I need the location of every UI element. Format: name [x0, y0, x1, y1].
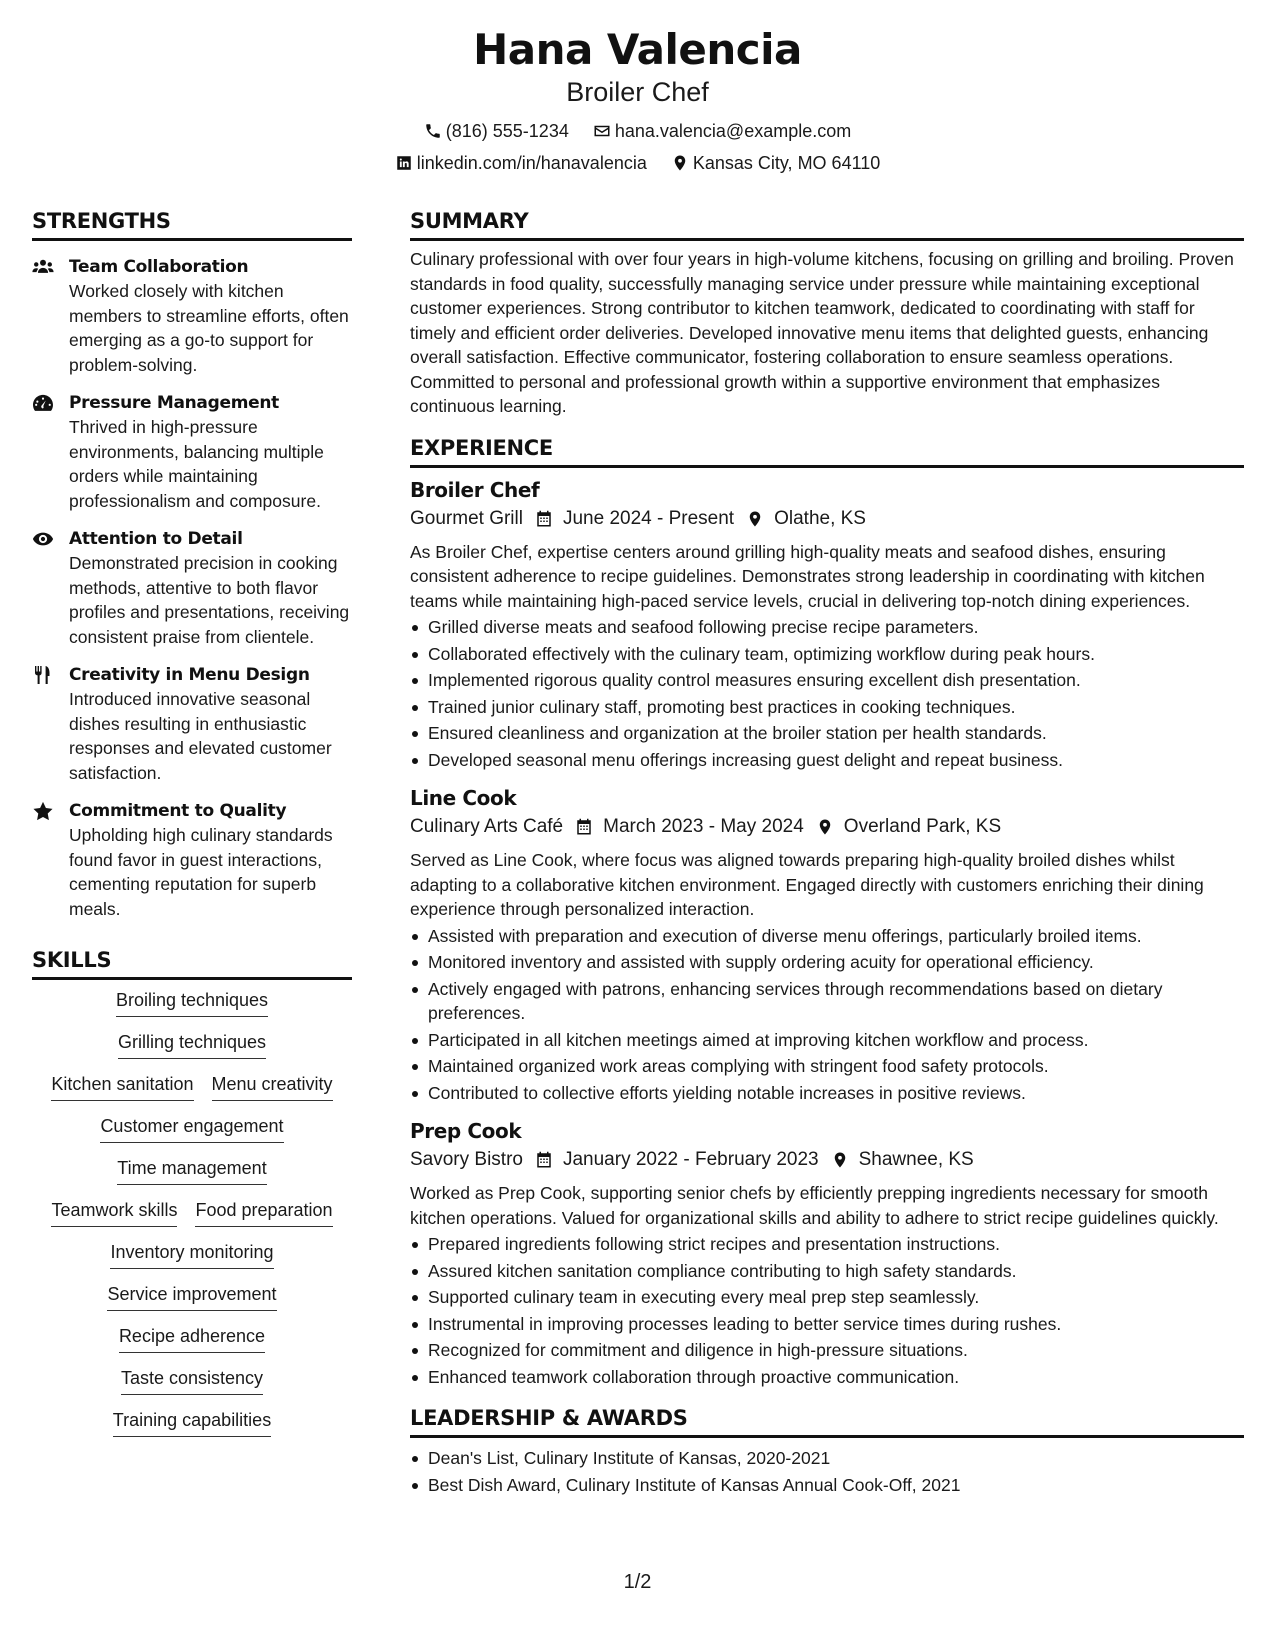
job-description: As Broiler Chef, expertise centers around grilling high-quality meats and seafood dishes, ensuring consistent adherence to recipe guidelines. Demonstrates strong leadership in coordinating with kitchen teams while maintaining high-paced service levels, crucial in delivering top-notch dining experiences. — [410, 541, 1205, 611]
job-bullets — [410, 924, 1244, 1106]
summary-text: Culinary professional with over four years in high-volume kitchens, focusing on grilling and broiling. Proven standards in food quality, successfully managing service under pressure while maintaining exceptional customer experiences. Strong contributor to kitchen teamwork, dedicated to coordinating with staff for timely and efficient order deliveries. Developed innovative menu items that delighted guests, enhancing overall satisfaction. Effective communicator, fostering collaboration to ensure seamless operations. Committed to personal and professional growth within a supportive environment that emphasizes continuous learning. — [410, 249, 1234, 416]
list-item: Developed seasonal menu offerings increasing guest delight and repeat business. — [410, 748, 1244, 773]
skill-tag: Kitchen sanitation — [51, 1072, 193, 1101]
list-item: Dean's List, Culinary Institute of Kansas, 2020-2021 — [410, 1446, 1244, 1471]
candidate-title: Broiler Chef — [566, 77, 709, 107]
skills-row — [36, 1114, 348, 1143]
list-item: Actively engaged with patrons, enhancing services through recommendations based on dietary preferences. — [410, 977, 1244, 1026]
job-meta — [410, 814, 1244, 840]
star-icon — [32, 801, 54, 821]
job-bullets — [410, 615, 1244, 772]
email-text: hana.valencia@example.com — [614, 121, 852, 141]
list-item: Supported culinary team in executing every meal prep step seamlessly. — [410, 1285, 1244, 1310]
skills-row — [36, 1156, 348, 1185]
skill-tag: Service improvement — [107, 1282, 276, 1311]
skills-list — [32, 988, 352, 1437]
strength-item — [32, 663, 352, 785]
job-company: Savory Bistro — [410, 1149, 523, 1170]
list-item: Prepared ingredients following strict recipes and presentation instructions. — [410, 1232, 1244, 1257]
list-item: Grilled diverse meats and seafood following precise recipe parameters. — [410, 615, 1244, 640]
strength-title: Pressure Management — [69, 393, 279, 413]
linkedin-text: linkedin.com/in/hanavalencia — [416, 153, 647, 173]
skills-row — [36, 1072, 348, 1101]
list-item: Maintained organized work areas complying with stringent food safety protocols. — [410, 1054, 1244, 1079]
job-dates: June 2024 - Present — [562, 507, 735, 529]
job-description: Served as Line Cook, where focus was aligned towards preparing high-quality broiled dishes whilst adapting to a collaborative kitchen environment. Engaged directly with customers enriching their dining experience through personalized interaction. — [410, 850, 1204, 919]
phone-text: (816) 555-1234 — [445, 121, 569, 141]
calendar-icon — [535, 510, 553, 528]
candidate-name: Hana Valencia — [473, 25, 802, 74]
phone-icon — [424, 122, 442, 140]
list-item: Collaborated effectively with the culinary team, optimizing workflow during peak hours. — [410, 642, 1244, 667]
users-icon — [32, 257, 54, 277]
skill-tag: Broiling techniques — [116, 988, 268, 1017]
strength-desc: Worked closely with kitchen members to streamline efforts, often emerging as a go-to support for problem-solving. — [69, 281, 349, 375]
leadership-section — [410, 1405, 1244, 1497]
job-location: Shawnee, KS — [858, 1149, 974, 1170]
list-item: Instrumental in improving processes leading to better service times during rushes. — [410, 1312, 1244, 1337]
job-meta — [410, 506, 1244, 532]
strength-item — [32, 255, 352, 377]
contact-location — [671, 152, 880, 174]
skill-tag: Inventory monitoring — [110, 1240, 273, 1269]
list-item: Assisted with preparation and execution of diverse menu offerings, particularly broiled items. — [410, 924, 1244, 949]
map-pin-icon — [816, 818, 834, 836]
experience-heading: EXPERIENCE — [410, 435, 1244, 468]
skill-tag: Taste consistency — [121, 1366, 263, 1395]
contact-linkedin[interactable] — [395, 152, 647, 174]
right-column — [410, 208, 1244, 1497]
list-item: Participated in all kitchen meetings aimed at improving kitchen workflow and process. — [410, 1028, 1244, 1053]
job-dates: January 2022 - February 2023 — [562, 1149, 819, 1170]
list-item: Recognized for commitment and diligence in high-pressure situations. — [410, 1338, 1244, 1363]
skill-tag: Time management — [117, 1156, 266, 1185]
strength-desc: Introduced innovative seasonal dishes resulting in enthusiastic responses and elevated customer satisfaction. — [69, 689, 332, 783]
skills-row — [36, 1408, 348, 1437]
calendar-icon — [575, 818, 593, 836]
list-item: Enhanced teamwork collaboration through proactive communication. — [410, 1365, 1244, 1390]
utensils-icon — [32, 665, 54, 685]
job-title: Line Cook — [410, 786, 517, 810]
skill-tag: Training capabilities — [113, 1408, 271, 1437]
list-item: Implemented rigorous quality control measures ensuring excellent dish presentation. — [410, 668, 1244, 693]
strength-title: Team Collaboration — [69, 257, 249, 277]
skills-row — [36, 1366, 348, 1395]
job-dates: March 2023 - May 2024 — [603, 816, 804, 837]
calendar-icon — [535, 1151, 553, 1169]
job-bullets — [410, 1232, 1244, 1389]
job-location: Overland Park, KS — [843, 816, 1002, 837]
strength-title: Attention to Detail — [69, 529, 243, 549]
strength-item — [32, 799, 352, 921]
skill-tag: Grilling techniques — [118, 1030, 266, 1059]
job-title: Prep Cook — [410, 1119, 522, 1143]
skills-row — [36, 988, 348, 1017]
strength-item — [32, 391, 352, 513]
skill-tag: Recipe adherence — [119, 1324, 265, 1353]
skills-heading: SKILLS — [32, 947, 352, 980]
strength-item — [32, 527, 352, 649]
list-item: Best Dish Award, Culinary Institute of Kansas Annual Cook-Off, 2021 — [410, 1473, 1244, 1498]
strength-desc: Thrived in high-pressure environments, balancing multiple orders while maintaining professionalism and composure. — [69, 417, 324, 511]
skill-tag: Customer engagement — [100, 1114, 283, 1143]
job-entry — [410, 1117, 1244, 1389]
job-location: Olathe, KS — [774, 507, 866, 529]
skills-row — [36, 1282, 348, 1311]
strength-desc: Upholding high culinary standards found favor in guest interactions, cementing reputation for superb meals. — [69, 825, 333, 919]
job-meta — [410, 1147, 1244, 1173]
strength-title: Commitment to Quality — [69, 801, 287, 821]
linkedin-icon — [395, 154, 413, 172]
job-entry — [410, 476, 1244, 773]
skills-row — [36, 1030, 348, 1059]
skill-tag: Teamwork skills — [51, 1198, 177, 1227]
job-description: Worked as Prep Cook, supporting senior chefs by efficiently prepping ingredients necessary for smooth kitchen operations. Valued for organizational skills and ability to adhere to strict recipe guidelines quickly. — [410, 1183, 1219, 1228]
map-pin-icon — [831, 1151, 849, 1169]
strength-desc: Demonstrated precision in cooking methods, attentive to both flavor profiles and presentations, receiving consistent praise from clientele. — [69, 553, 350, 647]
experience-section — [410, 435, 1244, 1390]
job-title: Broiler Chef — [410, 477, 540, 502]
job-entry — [410, 784, 1244, 1105]
strength-title: Creativity in Menu Design — [69, 665, 310, 685]
leadership-heading: LEADERSHIP & AWARDS — [410, 1405, 1244, 1438]
skill-tag: Menu creativity — [212, 1072, 333, 1101]
contact-phone — [424, 120, 569, 142]
resume-header — [0, 0, 1275, 174]
list-item: Trained junior culinary staff, promoting best practices in cooking techniques. — [410, 695, 1244, 720]
list-item: Ensured cleanliness and organization at the broiler station per health standards. — [410, 721, 1244, 746]
skill-tag: Food preparation — [195, 1198, 332, 1227]
contact-row-1 — [0, 120, 1275, 142]
job-company: Gourmet Grill — [410, 507, 523, 529]
job-company: Culinary Arts Café — [410, 816, 564, 837]
skills-row — [36, 1324, 348, 1353]
gauge-icon — [32, 393, 54, 413]
skills-row — [36, 1240, 348, 1269]
left-column — [32, 208, 352, 1437]
eye-icon — [32, 529, 54, 549]
list-item: Monitored inventory and assisted with supply ordering acuity for operational efficiency. — [410, 950, 1244, 975]
page-number: 1/2 — [623, 1571, 652, 1593]
map-pin-icon — [671, 154, 689, 172]
envelope-icon — [593, 122, 611, 140]
leadership-list — [410, 1446, 1244, 1497]
list-item: Contributed to collective efforts yielding notable increases in positive reviews. — [410, 1081, 1244, 1106]
contact-email[interactable] — [593, 120, 851, 142]
list-item: Assured kitchen sanitation compliance contributing to high safety standards. — [410, 1259, 1244, 1284]
skills-row — [36, 1198, 348, 1227]
location-text: Kansas City, MO 64110 — [692, 153, 881, 173]
map-pin-icon — [746, 510, 764, 528]
strengths-heading: STRENGTHS — [32, 208, 352, 241]
contact-row-2 — [0, 152, 1275, 174]
summary-heading: SUMMARY — [410, 208, 1244, 241]
